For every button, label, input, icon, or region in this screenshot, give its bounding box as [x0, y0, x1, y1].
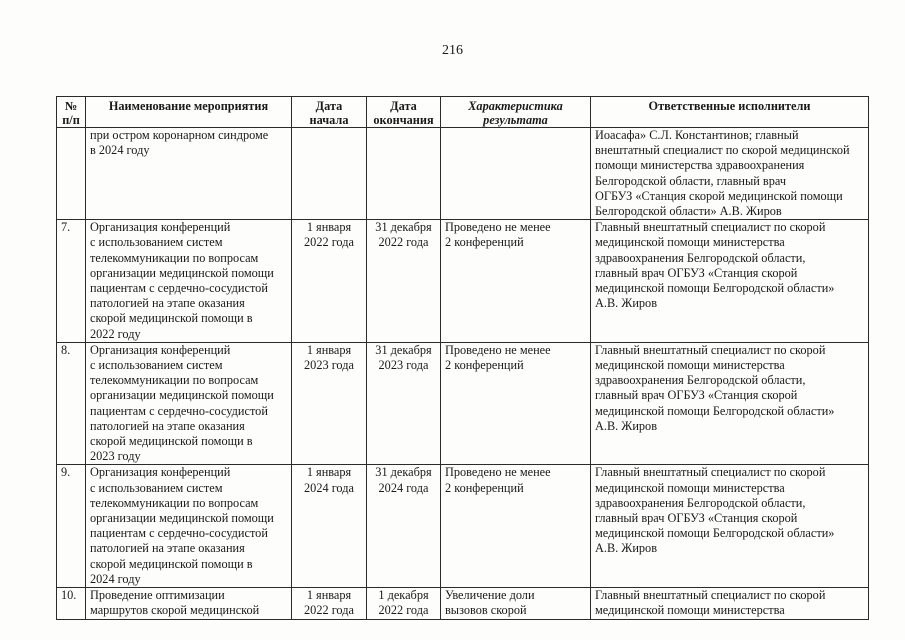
row-end: 31 декабря 2024 года: [367, 465, 441, 588]
events-table: [56, 96, 869, 620]
table-row: [57, 588, 869, 619]
row-name: Организация конференций с использованием систем телекоммуникации по вопросам организации медицинской помощи пациентам с сердечно-сосудистой патологией на этапе оказания скорой медицинской помощи в 2023 году: [86, 342, 292, 465]
row-executors: Главный внештатный специалист по скорой медицинской помощи министерства здравоохранения Белгородской области, главный врач ОГБУЗ «Станция скорой медицинской помощи Белгородской области» А.В. Жиров: [591, 465, 869, 588]
table-row: [57, 128, 869, 220]
row-start: 1 января 2022 года: [292, 220, 367, 343]
row-name: при остром коронарном синдроме в 2024 году: [86, 128, 292, 220]
table-row: [57, 342, 869, 465]
row-name: Проведение оптимизации маршрутов скорой медицинской: [86, 588, 292, 619]
table-row: [57, 465, 869, 588]
row-end: 31 декабря 2023 года: [367, 342, 441, 465]
row-start: 1 января 2024 года: [292, 465, 367, 588]
row-end: 1 декабря 2022 года: [367, 588, 441, 619]
table-header-row: [57, 97, 869, 128]
row-num: 9.: [57, 465, 86, 588]
row-num: 10.: [57, 588, 86, 619]
row-executors: Иоасафа» С.Л. Константинов; главный внештатный специалист по скорой медицинской помощи министерства здравоохранения Белгородской области, главный врач ОГБУЗ «Станция скорой медицинской помощи Белгородской области» А.В. Жиров: [591, 128, 869, 220]
header-result: Характеристика результата: [441, 97, 591, 128]
row-start: 1 января 2023 года: [292, 342, 367, 465]
row-result: Проведено не менее 2 конференций: [441, 342, 591, 465]
header-start-date: Дата начала: [292, 97, 367, 128]
header-end-date: Дата окончания: [367, 97, 441, 128]
row-executors: Главный внештатный специалист по скорой медицинской помощи министерства здравоохранения Белгородской области, главный врач ОГБУЗ «Станция скорой медицинской помощи Белгородской области» А.В. Жиров: [591, 220, 869, 343]
row-end: 31 декабря 2022 года: [367, 220, 441, 343]
row-name: Организация конференций с использованием систем телекоммуникации по вопросам организации медицинской помощи пациентам с сердечно-сосудистой патологией на этапе оказания скорой медицинской помощи в 2022 году: [86, 220, 292, 343]
row-num: [57, 128, 86, 220]
row-num: 7.: [57, 220, 86, 343]
row-executors: Главный внештатный специалист по скорой медицинской помощи министерства здравоохранения Белгородской области, главный врач ОГБУЗ «Станция скорой медицинской помощи Белгородской области» А.В. Жиров: [591, 342, 869, 465]
row-start: [292, 128, 367, 220]
row-name: Организация конференций с использованием систем телекоммуникации по вопросам организации медицинской помощи пациентам с сердечно-сосудистой патологией на этапе оказания скорой медицинской помощи в 2024 году: [86, 465, 292, 588]
table-row: [57, 220, 869, 343]
header-name: Наименование мероприятия: [86, 97, 292, 128]
row-result: [441, 128, 591, 220]
row-result: Увеличение доли вызовов скорой: [441, 588, 591, 619]
row-result: Проведено не менее 2 конференций: [441, 465, 591, 588]
page-number: 216: [442, 43, 463, 58]
header-num: № п/п: [57, 97, 86, 128]
row-end: [367, 128, 441, 220]
row-result: Проведено не менее 2 конференций: [441, 220, 591, 343]
row-executors: Главный внештатный специалист по скорой медицинской помощи министерства: [591, 588, 869, 619]
header-executors: Ответственные исполнители: [591, 97, 869, 128]
row-num: 8.: [57, 342, 86, 465]
row-start: 1 января 2022 года: [292, 588, 367, 619]
